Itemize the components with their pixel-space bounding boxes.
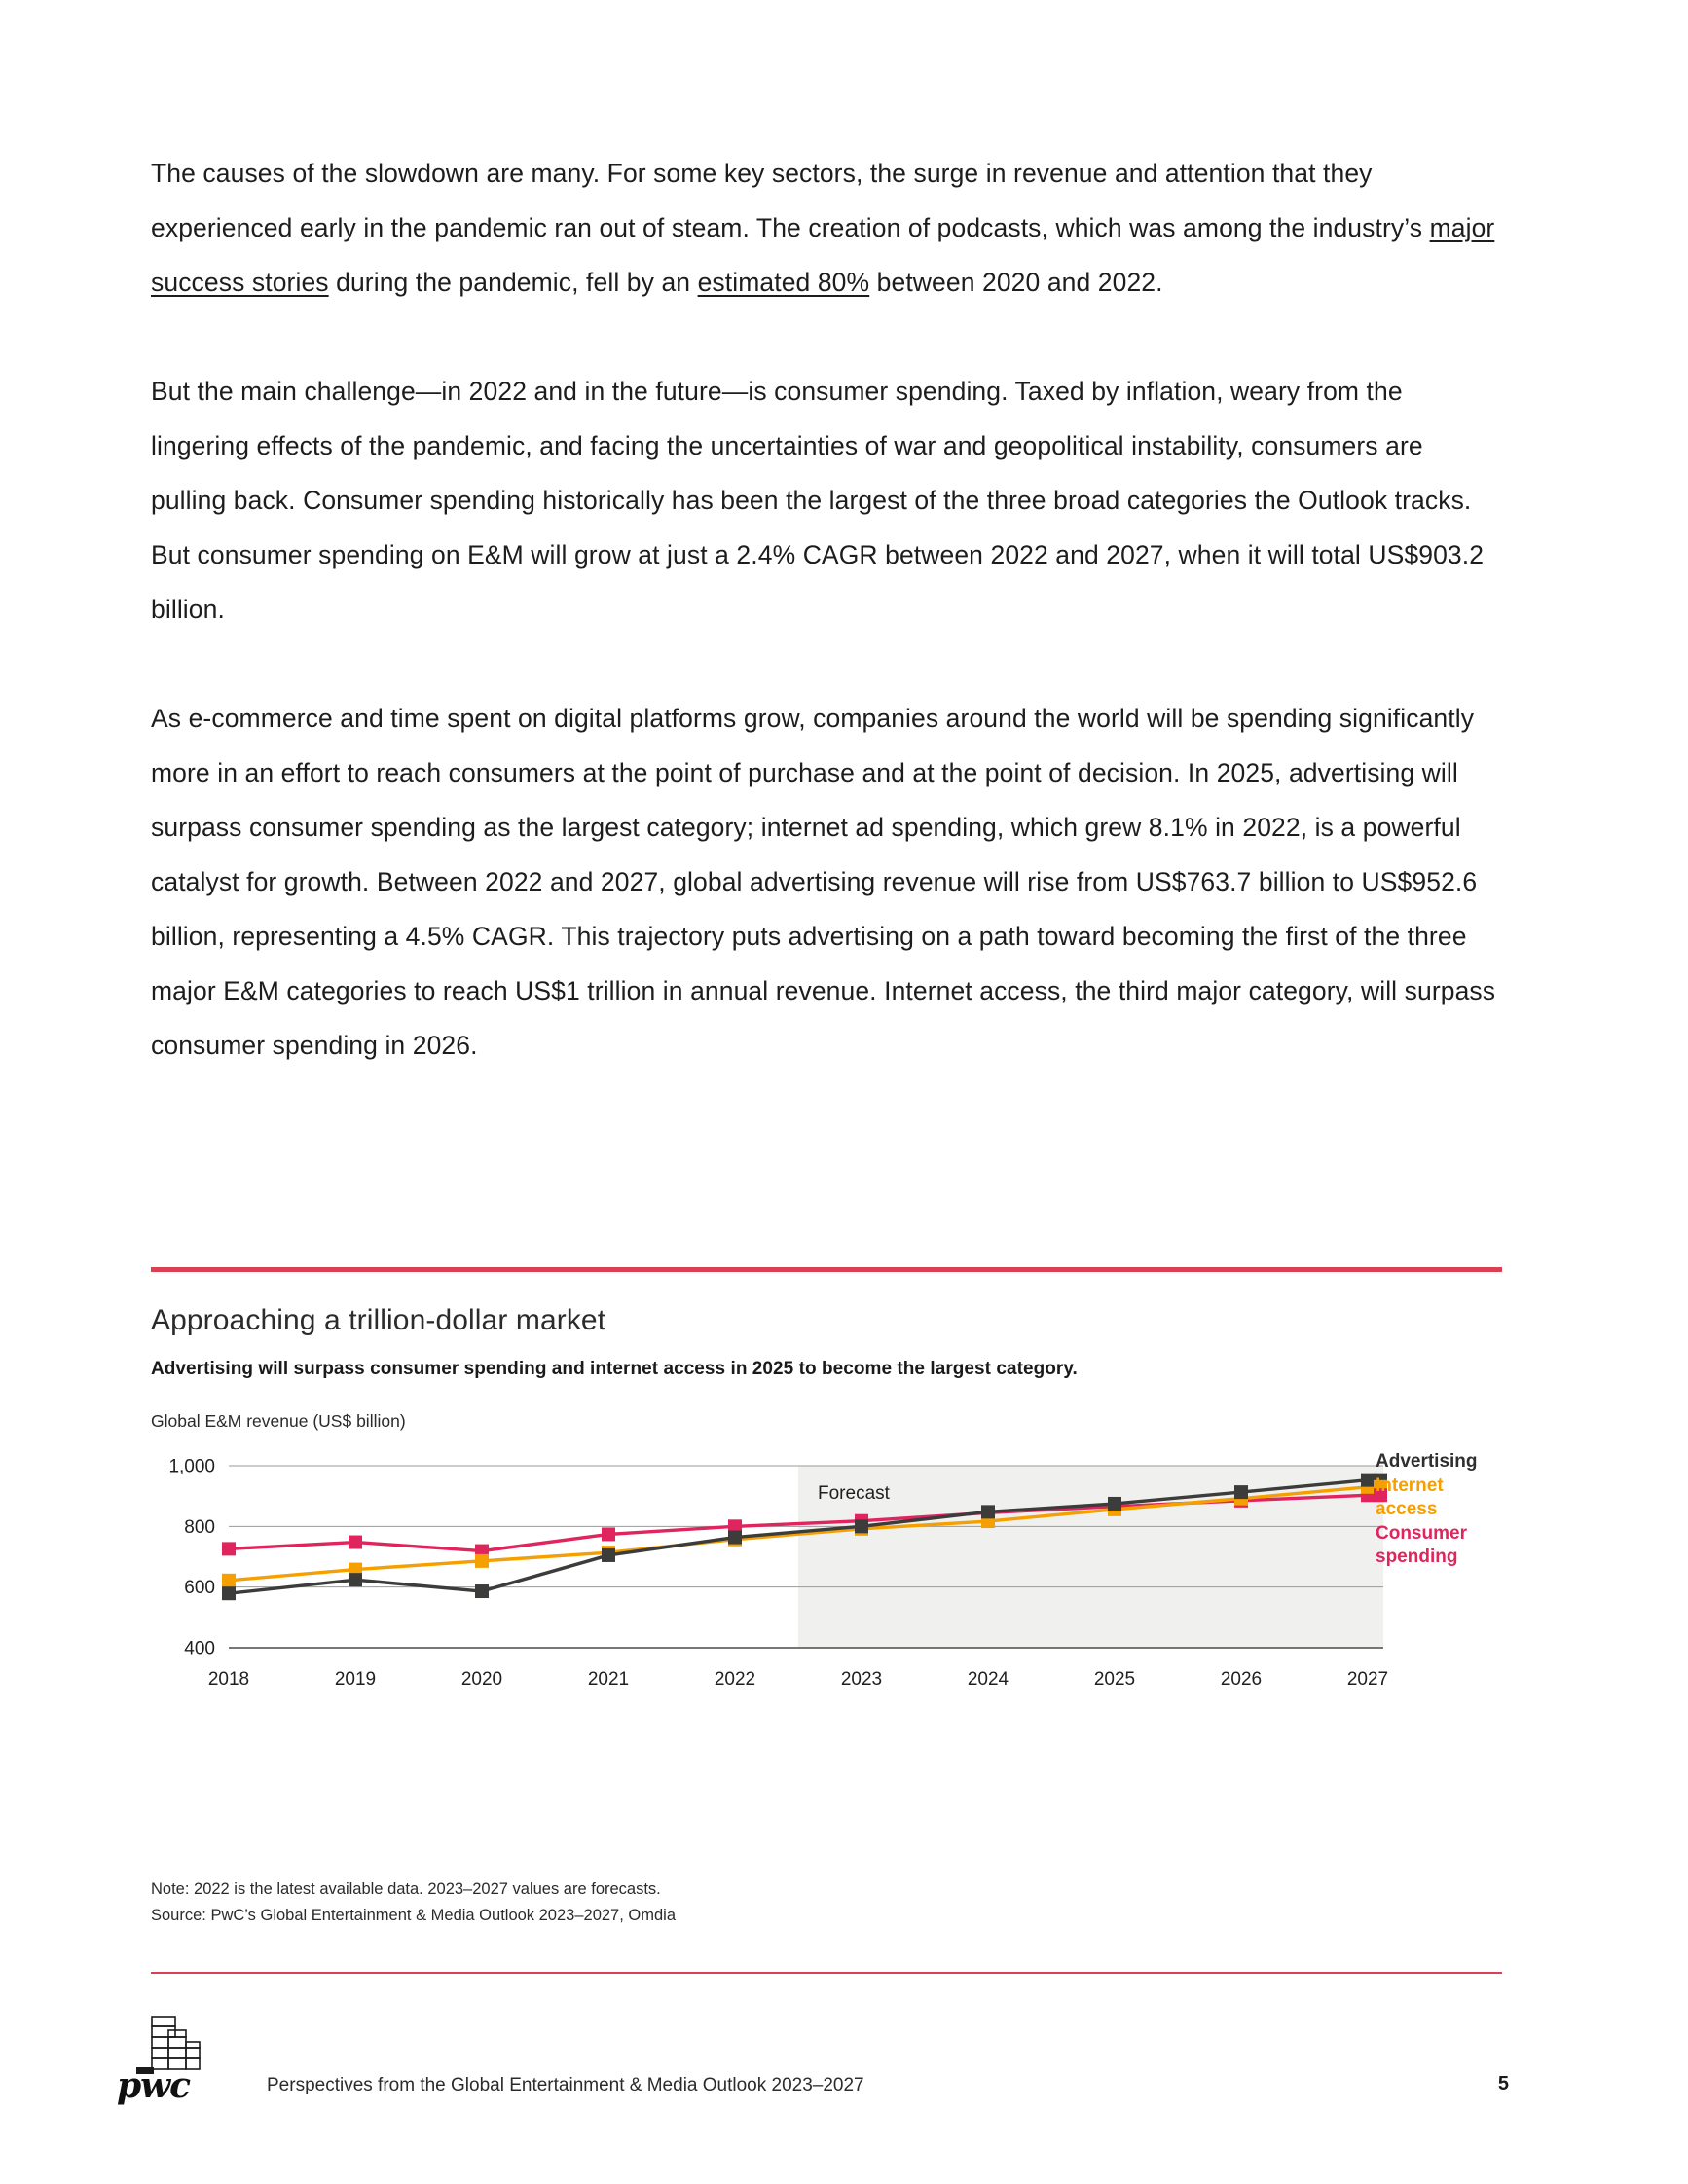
text-run: The causes of the slowdown are many. For some key sectors, the surge in revenue and attention that they experienced early in the pandemic ran out of steam. The creation of podcasts, which was among the industry’s	[151, 159, 1430, 242]
figure-title: Approaching a trillion-dollar market	[151, 1304, 606, 1336]
inline-link[interactable]: estimated 80%	[697, 268, 870, 297]
chart-legend	[1376, 1450, 1504, 1570]
x-axis-tick-label: 2018	[207, 1669, 250, 1690]
series-marker	[602, 1527, 615, 1541]
legend-item-consumer-spending: Consumer spending	[1376, 1522, 1467, 1567]
series-marker	[1234, 1485, 1248, 1499]
figure-subtitle: Advertising will surpass consumer spending and internet access in 2025 to become the largest category.	[151, 1359, 1078, 1379]
chart-y-axis-title: Global E&M revenue (US$ billion)	[151, 1411, 406, 1431]
chart-canvas	[151, 1448, 1504, 1692]
page-footer	[115, 2005, 1509, 2112]
series-marker	[349, 1573, 362, 1586]
y-axis-tick-label: 600	[184, 1578, 215, 1599]
figure-top-rule	[151, 1267, 1502, 1272]
series-marker	[1108, 1497, 1121, 1511]
series-marker	[475, 1584, 489, 1598]
figure-source: Source: PwC’s Global Entertainment & Media Outlook 2023–2027, Omdia	[151, 1907, 676, 1924]
article-body	[151, 146, 1504, 1073]
legend-item-advertising: Advertising	[1376, 1451, 1478, 1472]
x-axis-tick-label: 2023	[840, 1669, 883, 1690]
x-axis-tick-label: 2022	[714, 1669, 756, 1690]
legend-item-internet-access: Internet access	[1376, 1474, 1444, 1519]
series-marker	[602, 1548, 615, 1562]
x-axis-tick-label: 2027	[1346, 1669, 1389, 1690]
inline-link[interactable]: major success stories	[151, 213, 1495, 297]
x-axis-tick-label: 2020	[460, 1669, 503, 1690]
y-axis-tick-label: 1,000	[168, 1456, 215, 1477]
y-axis-tick-label: 400	[184, 1638, 215, 1659]
line-chart	[151, 1448, 1504, 1692]
x-axis-tick-label: 2024	[967, 1669, 1009, 1690]
text-run: between 2020 and 2022.	[869, 268, 1163, 297]
x-axis-tick-label: 2021	[587, 1669, 630, 1690]
figure-block	[151, 1304, 1504, 1690]
pwc-wordmark: pwc	[117, 2065, 191, 2106]
forecast-annotation: Forecast	[818, 1483, 890, 1504]
figure-note: Note: 2022 is the latest available data. 2023–2027 values are forecasts.	[151, 1880, 661, 1898]
text-run: during the pandemic, fell by an	[328, 268, 698, 297]
page-number: 5	[1497, 2073, 1509, 2094]
footer-rule	[151, 1972, 1502, 1974]
x-axis-tick-label: 2019	[334, 1669, 377, 1690]
series-marker	[475, 1554, 489, 1568]
series-marker	[1361, 1474, 1375, 1487]
series-marker	[981, 1505, 995, 1518]
text-run: As e-commerce and time spent on digital platforms grow, companies around the world will be spending significantly more in an effort to reach consumers at the point of purchase and at the point of decision. In 2025, advertising will surpass consumer spending as the largest category; internet ad spending, which grew 8.1% in 2022, is a powerful catalyst for growth. Between 2022 and 2027, global advertising revenue will rise from US$763.7 billion to US$952.6 billion, representing a 4.5% CAGR. This trajectory puts advertising on a path toward becoming the first of the three major E&M categories to reach US$1 trillion in annual revenue. Internet access, the third major category, will surpass consumer spending in 2026.	[151, 704, 1496, 1060]
paragraph-3	[151, 691, 1504, 1073]
series-marker	[222, 1542, 236, 1555]
x-axis-tick-label: 2025	[1093, 1669, 1136, 1690]
series-marker	[855, 1519, 868, 1533]
footer-caption: Perspectives from the Global Entertainment & Media Outlook 2023–2027	[267, 2075, 864, 2095]
series-marker	[728, 1531, 742, 1545]
series-marker	[222, 1574, 236, 1587]
series-marker	[222, 1586, 236, 1600]
text-run: But the main challenge—in 2022 and in the future—is consumer spending. Taxed by inflation, weary from the lingering effects of the pandemic, and facing the uncertainties of war and geopolitical instability, consumers are pulling back. Consumer spending historically has been the largest of the three broad categories the Outlook tracks. But consumer spending on E&M will grow at just a 2.4% CAGR between 2022 and 2027, when it will total US$903.2 billion.	[151, 377, 1485, 624]
paragraph-1	[151, 146, 1504, 309]
paragraph-2	[151, 364, 1504, 637]
x-axis-tick-label: 2026	[1220, 1669, 1263, 1690]
series-marker	[349, 1536, 362, 1549]
figure-notes	[151, 1876, 676, 1929]
y-axis-tick-label: 800	[184, 1516, 215, 1538]
